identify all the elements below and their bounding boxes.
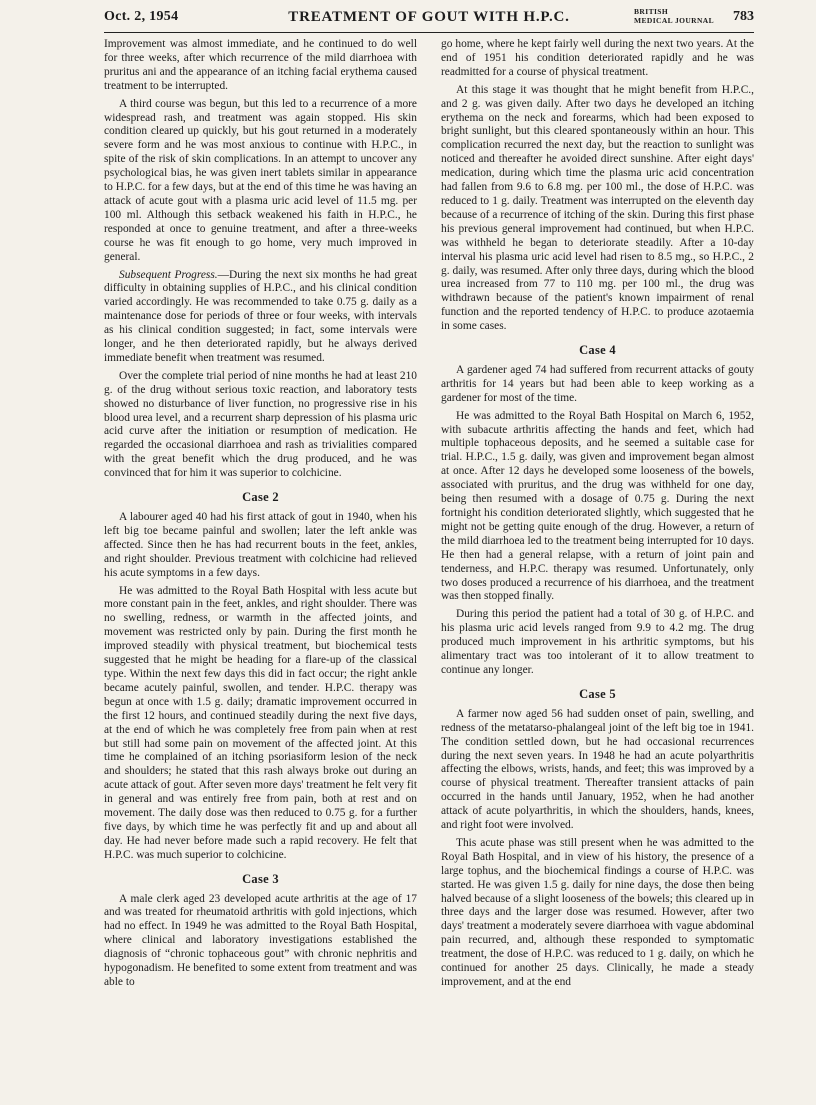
paragraph-subsequent-progress <box>104 269 417 366</box>
paragraph: During this period the patient had a total of 30 g. of H.P.C. and his plasma uric acid levels ranged from 9.9 to 4.2 mg. The drug produced much improvement in his arthritic symptoms, but his alimentary tract was too intolerant of it to allow treatment to continue any longer. <box>441 608 754 676</box>
journal-name <box>634 7 714 25</box>
case-2-heading: Case 2 <box>242 490 279 505</box>
issue-date: Oct. 2, 1954 <box>104 9 179 24</box>
paragraph: Over the complete trial period of nine months he had at least 210 g. of the drug without serious toxic reaction, and laboratory tests showed no disturbance of liver function, no progressive rise in his blood urea level, and a recurrent sharp depression of his plasma uric acid curve after the initiation or resumption of medication. He regarded the occasional diarrhoea and rash as trivialities compared with the great benefit which the drug produced, and he was convinced that for him it was superior to colchicine. <box>104 369 417 480</box>
paragraph: A labourer aged 40 had his first attack of gout in 1940, when his left big toe became painful and swollen; later the left ankle was affected. Since then he has had recurrent bouts in the feet, ankles, and right shoulder. Previous treatment with colchicine had relieved his acute symptoms in a few days. <box>104 511 417 579</box>
case-3-heading: Case 3 <box>242 871 279 886</box>
paragraph: go home, where he kept fairly well during the next two years. At the end of 1951 his condition deteriorated rapidly and he was readmitted for a course of physical treatment. <box>441 38 754 78</box>
paragraph: A farmer now aged 56 had sudden onset of pain, swelling, and redness of the metatarso-phalangeal joint of the left big toe in 1941. The condition settled down, but he had occasional recurrences during the next seven years. In 1948 he had an acute polyarthritis affecting the elbows, wrists, hands, and feet; this was improved by a course of physical treatment. Thereafter transient attacks of pain occurred in the hands until January, 1952, when he had another attack of acute polyarthritis, in which the shoulders, hands, knees, and right foot were involved. <box>441 707 754 832</box>
paragraph: He was admitted to the Royal Bath Hospital with less acute but more constant pain in the feet, ankles, and right shoulder. There was no swelling, redness, or warmth in the affected joints, and movement was restricted only by pain. During the first month he improved steadily with physical treatment, but biochemical tests suggested that he might be heading for a flare-up of the classical type. Within the next few days this did in fact occur; the right ankle became acutely painful, swollen, and tender. H.P.C. therapy was begun at once with 1.5 g. daily; dramatic improvement occurred in the first 12 hours, and continued steadily during the next five days, at the end of which he was completely free from pain when at rest but still had some pain on movement of the affected joint. At this time he complained of an itching psoriasiform lesion of the neck and shoulders; he stated that this rash always broke out during an acute attack of gout. After seven more days' treatment he felt very fit in general and was entirely free from pain, both at rest and on movement. The daily dose was then reduced to 0.75 g. for a further five days, by which time he was perfectly fit and up and about all day. He had never before made such a rapid recovery. He felt that H.P.C. was much superior to colchicine. <box>104 584 417 861</box>
right-column <box>441 38 754 994</box>
case-5-heading: Case 5 <box>579 686 616 701</box>
article-running-title: TREATMENT OF GOUT WITH H.P.C. <box>288 9 570 25</box>
running-header <box>104 6 754 33</box>
paragraph: A third course was begun, but this led to a recurrence of a more widespread rash, and treatment was again stopped. His skin condition cleared up quickly, but his gout returned in a moderately severe form and he was most anxious to continue with H.P.C., in spite of the risk of skin complications. In an attempt to uncover any psychological bias, he was given inert tablets similar in appearance to H.P.C. for a few days, but at the end of this time he was having an attack of acute gout with a plasma uric acid level of 11.5 mg. per 100 ml. Although this setback weakened his faith in H.P.C., he responded at once to genuine treatment, and after a three-weeks course he was fit enough to go home, very much improved in general. <box>104 97 417 263</box>
paragraph: A male clerk aged 23 developed acute arthritis at the age of 17 and was treated for rheumatoid arthritis with gold injections, which had no effect. In 1949 he was admitted to the Royal Bath Hospital, where clinical and laboratory investigations established the diagnosis of “chronic tophaceous gout” with chronic nephritis and hypogonadism. He benefited to some extent from treatment and was able to <box>104 892 417 988</box>
paragraph: At this stage it was thought that he might benefit from H.P.C., and 2 g. was given daily. After two days he developed an itching erythema on the neck and forearms, which had been exposed to bright sunlight, but this cleared spontaneously within an hour. This complication recurred the next day, but the reaction to sunlight was noticed and thereafter he avoided direct sunshine. After eight days' medication, during which time the plasma uric acid concentration had fallen from 9.6 to 6.8 mg. per 100 ml., the dose of H.P.C. was reduced to 1 g. daily. Treatment was interrupted on the eleventh day because of a recurrence of itching of the skin. During this first phase his previous general improvement had continued, but when H.P.C. was withheld he began to deteriorate steadily. After a 10-day interval his plasma uric acid level had risen to 8.5 mg., so H.P.C., 2 g. daily, was resumed. After only three days, during which the blood urea increased from 77 to 110 mg. per 100 ml., the drug was withdrawn because of the patient's known impairment of renal function and the reported tendency of H.P.C. to produce azotaemia in some cases. <box>441 83 754 333</box>
paragraph: A gardener aged 74 had suffered from recurrent attacks of gouty arthritis for 14 years but had been able to keep working as a gardener for most of the time. <box>441 363 754 404</box>
journal-name-line1: BRITISH <box>634 7 669 16</box>
paragraph: He was admitted to the Royal Bath Hospital on March 6, 1952, with subacute arthritis affecting the hands and feet, which had multiple tophaceous deposits, and he seemed a suitable case for trial. H.P.C., 1.5 g. daily, was given and improvement began almost at once. After 12 days he developed some looseness of the bowels, associated with pruritus, and the drug was withheld for one day, being then resumed with a dosage of 0.75 g. During the next fortnight his condition deteriorated slightly, which suggested that he might not be getting quite enough of the drug. However, a return of the mild diarrhoea led to the treatment being interrupted for 10 days. He then had a general relapse, with a return of joint pain and tenderness, and H.P.C. therapy was resumed. Unfortunately, only two doses produced a recurrence of his diarrhoea, and the treatment was then stopped finally. <box>441 409 754 603</box>
journal-name-line2: MEDICAL JOURNAL <box>634 16 714 25</box>
run-in-heading: Subsequent Progress. <box>119 268 218 281</box>
paragraph-text: —During the next six months he had great difficulty in obtaining supplies of H.P.C., and his clinical condition varied accordingly. He was recommended to take 0.75 g. daily as a maintenance dose for periods of three or four weeks, with intervals as his clinical condition suggested; in fact, some intervals were longer, and he then deteriorated rapidly, but he always derived immediate benefit when treatment was resumed. <box>104 268 418 364</box>
page-number: 783 <box>733 9 754 24</box>
paragraph: This acute phase was still present when he was admitted to the Royal Bath Hospital, and in view of his history, the presence of a large tophus, and the biochemical findings a course of H.P.C. was started. He was given 1.5 g. daily for nine days, the dose then being halved because of a slight looseness of the bowels; this cleared up in three days and the larger dose was resumed. However, after two days' treatment a moderately severe diarrhoea with vague abdominal pain recurred, and, although these responded to symptomatic treatment, the dose of H.P.C. was reduced to 1 g. daily, on which he continued for another 25 days. Clinically, he made a steady improvement, and at the end <box>441 836 754 988</box>
case-4-heading: Case 4 <box>579 343 616 358</box>
left-column <box>104 38 417 994</box>
paragraph: Improvement was almost immediate, and he continued to do well for three weeks, after which recurrence of the mild diarrhoea with pruritus ani and the appearance of an itching facial erythema caused treatment to be interrupted. <box>104 38 417 92</box>
